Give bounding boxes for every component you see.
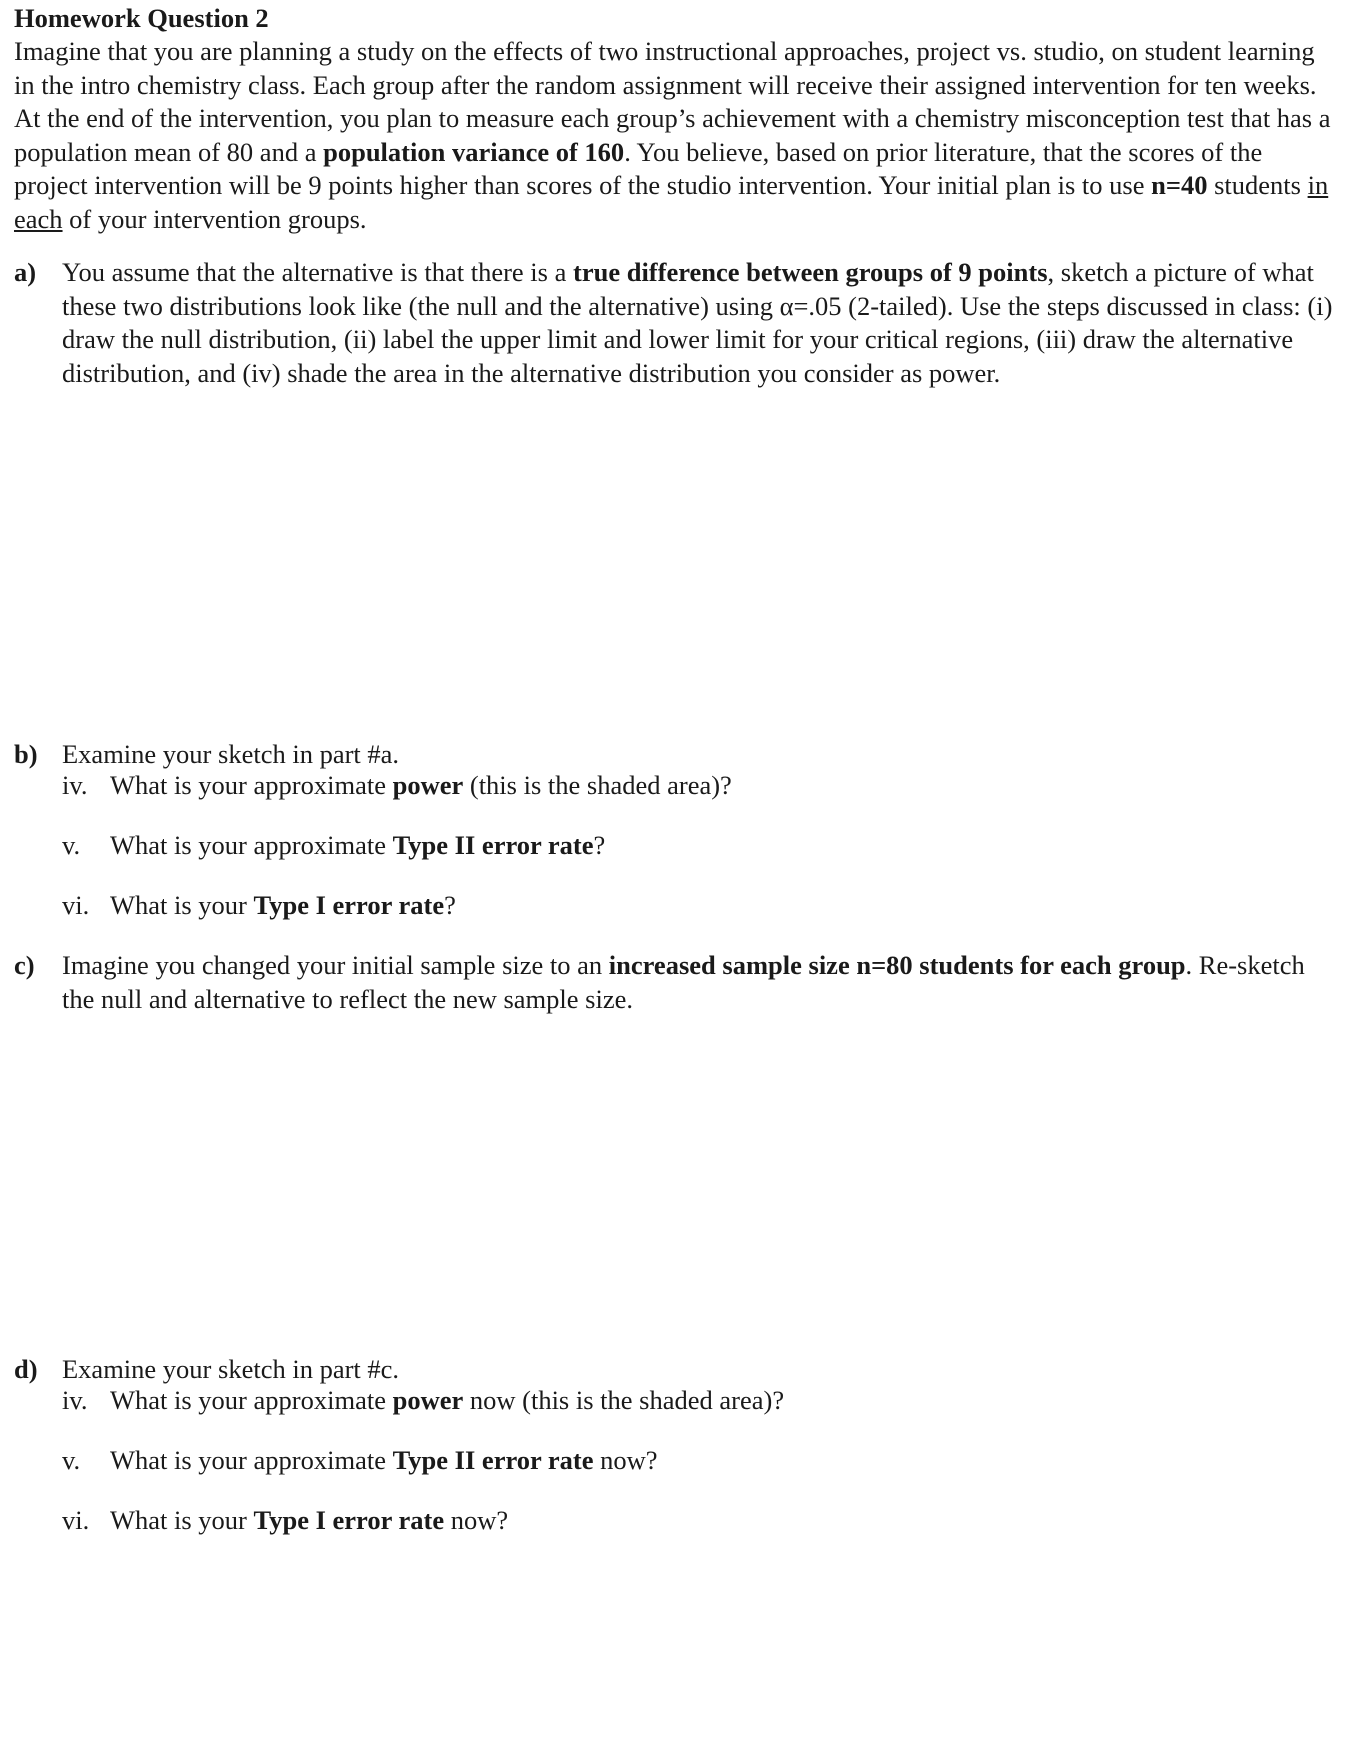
item-number: iv. bbox=[62, 1385, 88, 1415]
question-d-label: d) bbox=[14, 1354, 38, 1384]
item-number: v. bbox=[62, 1445, 81, 1475]
question-a-text-1: You assume that the alternative is that there is a bbox=[62, 257, 573, 287]
question-b-item-vi bbox=[62, 889, 456, 923]
item-number: v. bbox=[62, 830, 81, 860]
question-a-label: a) bbox=[14, 257, 37, 287]
question-b-text: Examine your sketch in part #a. bbox=[62, 739, 400, 769]
item-number: iv. bbox=[62, 770, 88, 800]
item-bold: Type I error rate bbox=[253, 1505, 445, 1535]
item-bold: Type II error rate bbox=[392, 1445, 594, 1475]
question-a-text bbox=[62, 256, 1337, 390]
item-text: ? bbox=[593, 830, 606, 860]
item-bold: power bbox=[392, 770, 464, 800]
item-text: (this is the shaded area)? bbox=[463, 770, 732, 800]
intro-text-1: Imagine that you are planning a study on the effects of two instructional approaches, project vs. studio, on student learning in the intro chemistry class. Each group after the random assignment will receive their assigned intervention for ten weeks. At the end of the intervention, you plan to measure each group’s achievement with a chemistry misconception test that has a population mean of 80 and a bbox=[14, 36, 1331, 167]
item-bold: power bbox=[392, 1385, 464, 1415]
page-title: Homework Question 2 bbox=[14, 3, 269, 33]
question-a-text-2: , sketch a picture of what these two distributions look like (the null and the alternative) using α=.05 (2-tailed). Use the steps discussed in class: (i) draw the null distribution, (ii) label the upper limit and lower limit for your critical regions, (iii) draw the alternative distribution, and (iv) shade the area in the alternative distribution you consider as power. bbox=[62, 257, 1333, 388]
question-c-text bbox=[62, 949, 1337, 1016]
item-text: now? bbox=[593, 1445, 658, 1475]
intro-text-2: . You believe, based on prior literature, that the scores of the project intervention will be 9 points higher than scores of the studio intervention. Your initial plan is to use bbox=[14, 136, 1263, 200]
question-d-item-iv bbox=[62, 1384, 784, 1418]
intro-underline-each: in each bbox=[14, 170, 1329, 234]
question-b-item-iv bbox=[62, 769, 732, 803]
item-text: What is your approximate bbox=[110, 1445, 393, 1475]
item-text: What is your approximate bbox=[110, 1385, 393, 1415]
item-text: What is your approximate bbox=[110, 830, 393, 860]
item-number: vi. bbox=[62, 1505, 90, 1535]
question-a-bold: true difference between groups of 9 points bbox=[573, 257, 1048, 287]
question-c-text-2: . Re-sketch the null and alternative to reflect the new sample size. bbox=[62, 950, 1305, 1014]
question-d-item-v bbox=[62, 1444, 658, 1478]
item-text: What is your approximate bbox=[110, 770, 393, 800]
item-bold: Type II error rate bbox=[392, 830, 594, 860]
question-d-text: Examine your sketch in part #c. bbox=[62, 1354, 400, 1384]
intro-text-3: students bbox=[1207, 170, 1308, 200]
question-b-item-v bbox=[62, 829, 605, 863]
intro-bold-n: n=40 bbox=[1151, 170, 1208, 200]
item-bold: Type I error rate bbox=[253, 890, 445, 920]
item-text: What is your bbox=[110, 890, 254, 920]
question-c-label: c) bbox=[14, 950, 35, 980]
item-text: What is your bbox=[110, 1505, 254, 1535]
item-text: now? bbox=[444, 1505, 509, 1535]
question-c-text-1: Imagine you changed your initial sample size to an bbox=[62, 950, 609, 980]
intro-paragraph bbox=[14, 35, 1334, 236]
question-c-bold: increased sample size n=80 students for each group bbox=[608, 950, 1186, 980]
question-d-item-vi bbox=[62, 1504, 508, 1538]
question-b-label: b) bbox=[14, 739, 38, 769]
intro-text-4: of your intervention groups. bbox=[62, 203, 367, 234]
item-number: vi. bbox=[62, 890, 90, 920]
item-text: ? bbox=[444, 890, 456, 920]
intro-bold-variance: population variance of 160 bbox=[323, 136, 625, 167]
item-text: now (this is the shaded area)? bbox=[463, 1385, 785, 1415]
